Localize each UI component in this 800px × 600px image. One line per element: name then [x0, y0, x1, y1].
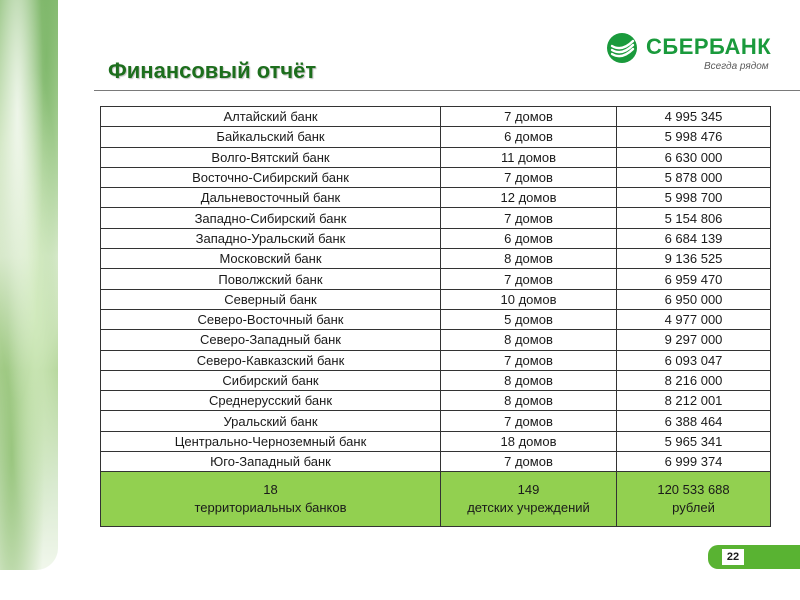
bank-name-cell: Северный банк — [101, 289, 441, 309]
homes-count-cell: 8 домов — [441, 249, 617, 269]
decorative-side-image — [0, 0, 58, 570]
table-row — [101, 228, 771, 248]
amount-cell: 6 093 047 — [617, 350, 771, 370]
homes-count-cell: 7 домов — [441, 167, 617, 187]
total-homes-count: 149 — [517, 482, 540, 498]
amount-cell: 6 684 139 — [617, 228, 771, 248]
bank-name-cell: Байкальский банк — [101, 127, 441, 147]
bank-name-cell: Западно-Сибирский банк — [101, 208, 441, 228]
total-homes-cell — [441, 472, 617, 527]
table-row — [101, 309, 771, 329]
table-row — [101, 452, 771, 472]
amount-cell: 9 136 525 — [617, 249, 771, 269]
amount-cell: 5 998 700 — [617, 188, 771, 208]
total-banks-label: территориальных банков — [194, 500, 347, 516]
homes-count-cell: 7 домов — [441, 350, 617, 370]
logo-tagline: Всегда рядом — [704, 61, 769, 72]
amount-cell: 8 216 000 — [617, 370, 771, 390]
table-body — [101, 107, 771, 527]
homes-count-cell: 7 домов — [441, 208, 617, 228]
table-row — [101, 208, 771, 228]
total-amount-cell — [617, 472, 771, 527]
amount-cell: 5 878 000 — [617, 167, 771, 187]
amount-cell: 6 388 464 — [617, 411, 771, 431]
amount-cell: 4 995 345 — [617, 107, 771, 127]
bank-name-cell: Северо-Кавказский банк — [101, 350, 441, 370]
total-amount-value: 120 533 688 — [657, 482, 730, 498]
total-homes-label: детских учреждений — [467, 500, 590, 516]
table-row — [101, 167, 771, 187]
amount-cell: 6 999 374 — [617, 452, 771, 472]
table-row — [101, 147, 771, 167]
bank-name-cell: Западно-Уральский банк — [101, 228, 441, 248]
homes-count-cell: 6 домов — [441, 228, 617, 248]
table-row — [101, 431, 771, 451]
total-banks-count: 18 — [263, 482, 278, 498]
sberbank-logo — [606, 32, 776, 76]
table-row — [101, 370, 771, 390]
table-row — [101, 330, 771, 350]
amount-cell: 6 959 470 — [617, 269, 771, 289]
homes-count-cell: 8 домов — [441, 330, 617, 350]
bank-name-cell: Уральский банк — [101, 411, 441, 431]
amount-cell: 5 965 341 — [617, 431, 771, 451]
homes-count-cell: 18 домов — [441, 431, 617, 451]
homes-count-cell: 8 домов — [441, 391, 617, 411]
homes-count-cell: 6 домов — [441, 127, 617, 147]
bank-name-cell: Юго-Западный банк — [101, 452, 441, 472]
homes-count-cell: 7 домов — [441, 452, 617, 472]
table-row — [101, 269, 771, 289]
total-banks-cell — [101, 472, 441, 527]
bank-name-cell: Поволжский банк — [101, 269, 441, 289]
amount-cell: 4 977 000 — [617, 309, 771, 329]
table-row — [101, 249, 771, 269]
sberbank-logo-icon — [606, 32, 638, 64]
amount-cell: 5 154 806 — [617, 208, 771, 228]
amount-cell: 8 212 001 — [617, 391, 771, 411]
homes-count-cell: 10 домов — [441, 289, 617, 309]
logo-name: СБЕРБАНК — [646, 34, 772, 59]
table-row — [101, 107, 771, 127]
page-title: Финансовый отчёт — [108, 58, 317, 83]
title-divider — [94, 90, 800, 91]
bank-name-cell: Центрально-Черноземный банк — [101, 431, 441, 451]
bank-name-cell: Московский банк — [101, 249, 441, 269]
table-row — [101, 127, 771, 147]
bank-name-cell: Северо-Западный банк — [101, 330, 441, 350]
page-number-badge — [708, 545, 800, 569]
amount-cell: 5 998 476 — [617, 127, 771, 147]
bank-name-cell: Среднерусский банк — [101, 391, 441, 411]
financial-report-table — [100, 106, 771, 527]
total-amount-label: рублей — [672, 500, 715, 516]
total-row — [101, 472, 771, 527]
table-row — [101, 188, 771, 208]
bank-name-cell: Северо-Восточный банк — [101, 309, 441, 329]
homes-count-cell: 7 домов — [441, 411, 617, 431]
bank-name-cell: Дальневосточный банк — [101, 188, 441, 208]
amount-cell: 9 297 000 — [617, 330, 771, 350]
amount-cell: 6 630 000 — [617, 147, 771, 167]
bank-name-cell: Алтайский банк — [101, 107, 441, 127]
homes-count-cell: 7 домов — [441, 107, 617, 127]
bank-name-cell: Волго-Вятский банк — [101, 147, 441, 167]
homes-count-cell: 12 домов — [441, 188, 617, 208]
homes-count-cell: 7 домов — [441, 269, 617, 289]
bank-name-cell: Сибирский банк — [101, 370, 441, 390]
homes-count-cell: 5 домов — [441, 309, 617, 329]
table-row — [101, 350, 771, 370]
table-row — [101, 411, 771, 431]
homes-count-cell: 11 домов — [441, 147, 617, 167]
table-row — [101, 289, 771, 309]
page-number: 22 — [722, 549, 744, 565]
amount-cell: 6 950 000 — [617, 289, 771, 309]
table-row — [101, 391, 771, 411]
homes-count-cell: 8 домов — [441, 370, 617, 390]
bank-name-cell: Восточно-Сибирский банк — [101, 167, 441, 187]
